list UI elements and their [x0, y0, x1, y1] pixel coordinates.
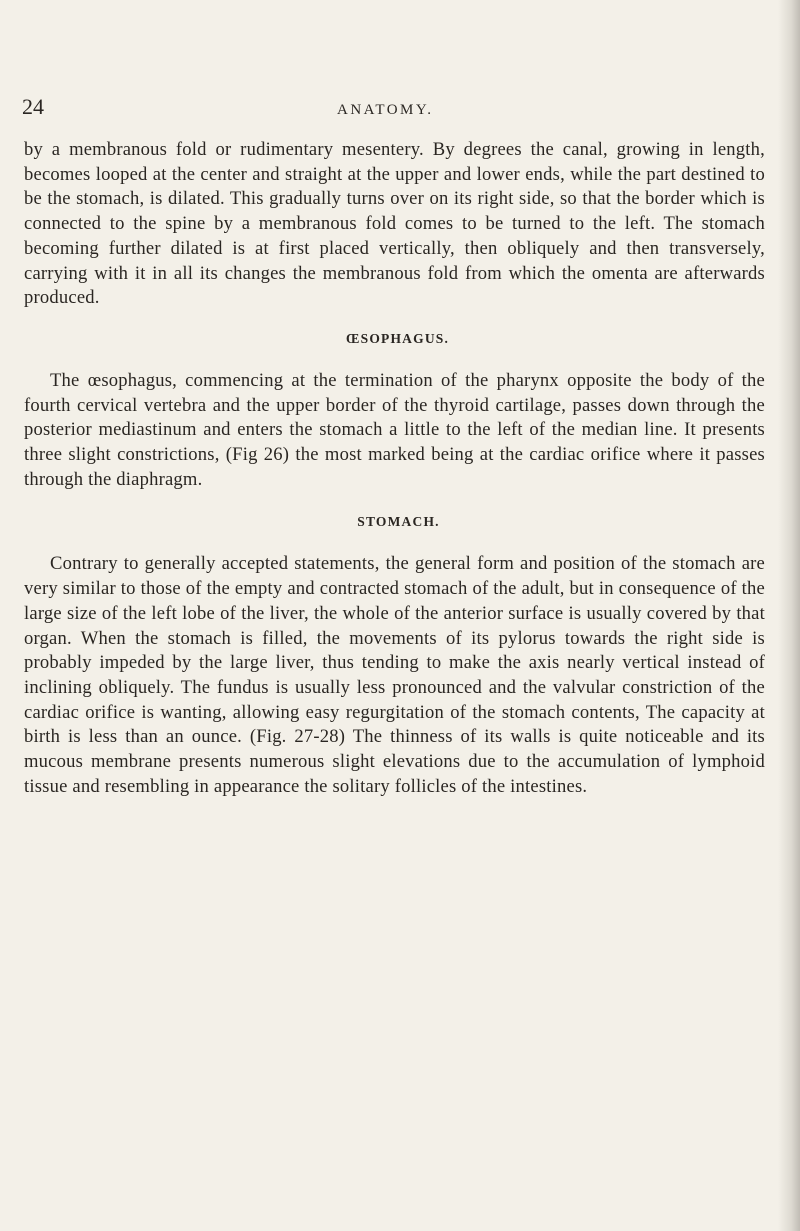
intro-paragraph: by a membranous fold or rudimentary mesentery. By degrees the canal, growing in length, becomes looped at the center and straight at the upper and lower ends, while the part destined to be the stomach, is dilated. This gradually turns over on its right side, so that the border which is connected to the spine by a membranous fold comes to be turned to the left. The stomach becoming further dilated is at first placed vertically, then obliquely and then transversely, carrying with it in all its changes the membranous fold from which the omenta are afterwards produced. [24, 139, 765, 309]
stomach-paragraph-text: Contrary to generally accepted statements, the general form and position of the stomach are very similar to those of the empty and contracted stomach of the adult, but in consequence of the large size of the left lobe of the liver, the whole of the anterior surface is usually covered by that organ. When the stomach is filled, the movements of its pylorus towards the right side is probably impeded by the large liver, thus tending to make the axis nearly vertical instead of inclining obliquely. The fundus is usually less pronounced and the valvular constriction of the cardiac orifice is wanting, allowing easy regurgitation of the stomach contents, The capacity at birth is less than an ounce. (Fig. 27-28) The thinness of its walls is quite noticeable and its mucous membrane presents numerous slight elevations due to the accumulation of lymphoid tissue and resembling in appearance the solitary follicles of the intestines. [24, 553, 765, 797]
running-head [0, 94, 800, 134]
stomach-paragraph [24, 552, 765, 799]
page-edge-shadow [778, 0, 800, 1231]
running-title: ANATOMY. [337, 102, 434, 118]
oesophagus-paragraph [24, 369, 765, 493]
body-text [24, 138, 765, 799]
oesophagus-heading: ŒSOPHAGUS. [345, 330, 450, 346]
stomach-heading: STOMACH. [357, 514, 440, 530]
page-number: 24 [22, 94, 44, 119]
oesophagus-paragraph-text: The œsophagus, commencing at the termination of the pharynx opposite the body of the fourth cervical vertebra and the upper border of the thyroid cartilage, passes down through the posterior mediastinum and enters the stomach a little to the left of the median line. It presents three slight constrictions, (Fig 26) the most marked being at the cardiac orifice where it passes through the diaphragm. [24, 369, 765, 490]
